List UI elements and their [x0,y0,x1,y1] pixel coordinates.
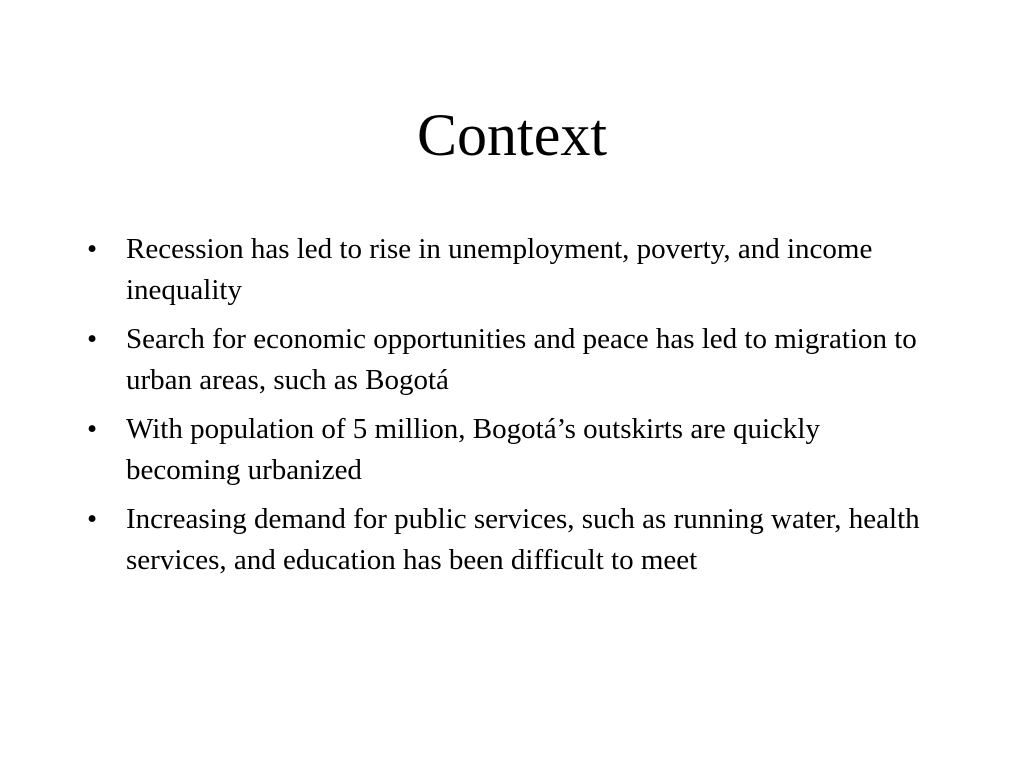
bullet-text: With population of 5 million, Bogotá’s outskirts are quickly becoming urbanized [126,413,820,486]
bullet-item-population [84,409,924,491]
bullet-item-public-services [84,499,924,581]
bullet-text: Recession has led to rise in unemployment, poverty, and income inequality [126,233,873,306]
bullet-text: Increasing demand for public services, such as running water, health services, and education has been difficult to meet [126,503,920,576]
bullet-marker: • [87,413,98,445]
bullet-item-recession [84,229,924,311]
bullet-marker: • [87,233,98,265]
bullet-marker: • [87,323,98,355]
bullet-marker: • [87,503,98,535]
slide-title: Context [417,102,607,168]
bullet-item-migration [84,319,924,401]
bullet-list [84,229,924,589]
bullet-text: Search for economic opportunities and peace has led to migration to urban areas, such as Bogotá [126,323,917,396]
